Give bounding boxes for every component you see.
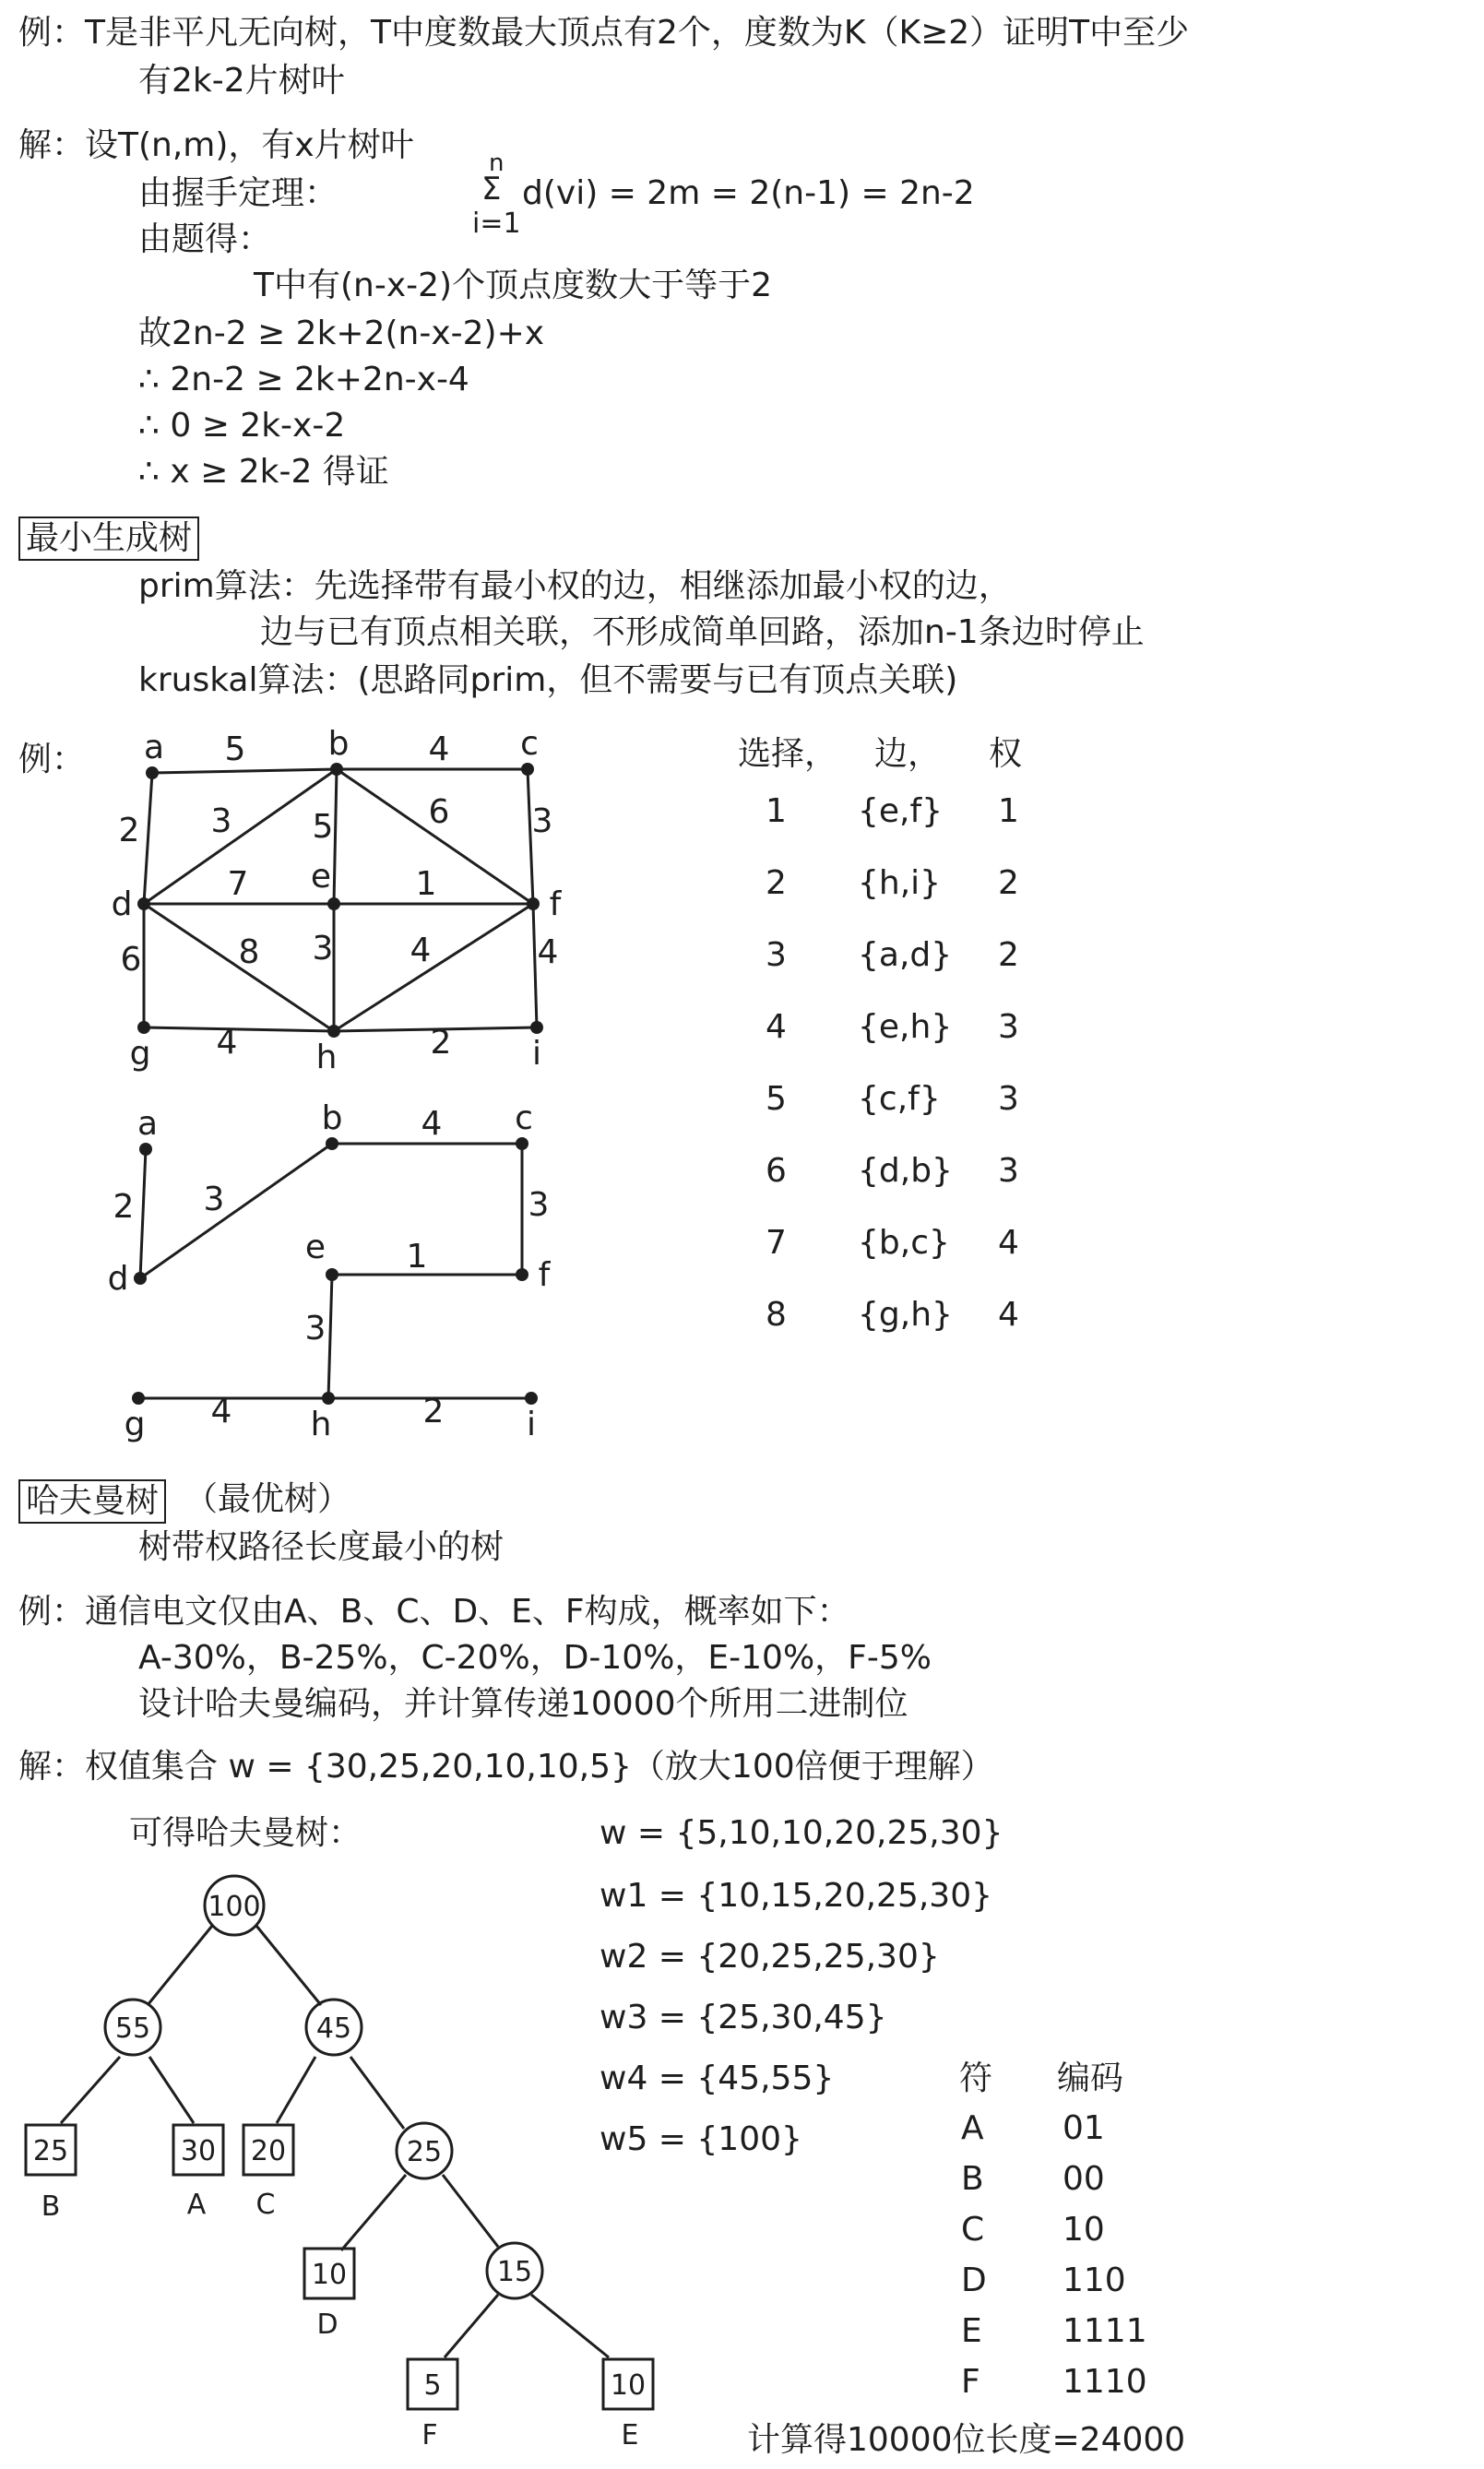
merge-step-0: w = {5,10,10,20,25,30} [600,1814,1003,1852]
prim-line2: 边与已有顶点相关联，不形成简单回路，添加n-1条边时停止 [260,613,1145,651]
given-statement: T中有(n-x-2)个顶点度数大于等于2 [254,267,772,304]
prim-line1: prim算法：先选择带有最小权的边，相继添加最小权的边， [138,567,1012,605]
graph-edge-be [334,769,337,904]
huffman-heading: 哈夫曼树 [18,1479,166,1524]
mst-heading: 最小生成树 [18,516,199,561]
tree-weight-hi: 2 [422,1393,445,1430]
tree-vertex-label-d: d [107,1260,129,1298]
huff-node-15-value: 15 [496,2256,533,2288]
tree-vertex-label-g: g [124,1406,146,1443]
huff-leaf-10b-value: 10 [610,2369,647,2402]
tree-vertex-d [134,1272,147,1285]
proof-step-1: 故2n-2 ≥ 2k+2(n-x-2)+x [138,315,545,352]
tree-vertex-b [326,1137,338,1150]
graph-edge-ab [152,769,337,773]
mst-example-label: 例： [18,741,86,778]
graph-vertex-g [137,1021,150,1034]
tree-vertex-label-b: b [321,1099,343,1137]
selection-weight: 3 [998,1152,1019,1190]
leaf-label-E: E [621,2419,639,2451]
graph-vertex-label-c: c [520,725,539,763]
graph-weight-hf: 4 [410,932,432,969]
selection-weight: 1 [998,792,1019,830]
tree-vertex-label-c: c [515,1099,533,1137]
selection-edge: {e,f} [858,792,944,830]
selection-edge: {e,h} [858,1008,953,1046]
huff-leaf-25-value: 25 [32,2135,69,2167]
graph-vertex-b [330,763,343,776]
graph-weight-ef: 1 [415,865,437,903]
huff-edge [445,2295,498,2357]
selection-order: 7 [766,1224,787,1262]
tree-vertex-label-i: i [526,1406,537,1443]
tree-edge-ad [140,1149,146,1278]
sel-header-choice: 选择， [738,735,838,773]
selection-edge: {h,i} [858,864,942,902]
given-label: 由题得： [138,220,272,258]
graph-weight-fi: 4 [537,933,559,971]
graph-vertex-a [146,766,159,779]
tree-weight-db: 3 [203,1181,225,1218]
graph-weight-db: 3 [210,802,232,840]
graph-weight-de: 7 [227,865,249,903]
huff-leaf-30-value: 30 [180,2135,217,2167]
handshake-equation: d(vi) = 2m = 2(n-1) = 2n-2 [522,174,975,212]
code-value: 00 [1063,2160,1105,2198]
huff-edge [148,1926,212,2005]
huff-leaf-5-value: 5 [423,2369,442,2402]
selection-weight: 3 [998,1008,1019,1046]
graph-weight-dh: 8 [238,933,260,971]
sel-header-weight: 权 [989,735,1023,773]
selection-order: 1 [766,792,787,830]
sum-upper-limit: n [489,149,505,177]
huffman-definition: 树带权路径长度最小的树 [138,1528,505,1566]
handshake-label: 由握手定理： [138,174,338,212]
selection-order: 2 [766,864,787,902]
code-value: 01 [1063,2109,1105,2147]
tree-vertex-label-f: f [538,1256,551,1294]
huff-leaf-20-value: 20 [250,2135,287,2167]
tree-edge-eh [328,1275,332,1398]
tree-weight-ef: 1 [406,1238,428,1276]
code-header-symbol: 符 [959,2059,993,2097]
huff-leaf-10a-value: 10 [311,2259,348,2291]
huff-node-100-value: 100 [208,1891,261,1923]
graph-edge-gh [144,1027,334,1031]
huffman-example-line2: A-30%，B-25%，C-20%，D-10%，E-10%，F-5% [138,1639,932,1677]
kruskal-line: kruskal算法：(思路同prim，但不需要与已有顶点关联) [138,661,958,699]
huff-edge [341,2175,406,2250]
tree-weight-ad: 2 [113,1188,135,1226]
code-header-code: 编码 [1057,2059,1124,2097]
merge-step-2: w2 = {20,25,25,30} [600,1938,940,1976]
selection-order: 8 [766,1296,787,1334]
spanning-tree [108,1099,552,1443]
merge-step-1: w1 = {10,15,20,25,30} [600,1877,993,1915]
tree-weight-eh: 3 [304,1310,326,1347]
graph-vertex-c [521,763,534,776]
tree-vertex-f [516,1268,528,1281]
selection-edge: {b,c} [858,1224,950,1262]
huff-edge [350,2057,404,2129]
graph-vertex-d [137,897,150,910]
huff-edge [531,2295,609,2357]
selection-order: 6 [766,1152,787,1190]
weighted-graph [112,725,563,1076]
code-value: 1110 [1063,2363,1147,2401]
selection-weight: 2 [998,864,1019,902]
code-symbol: D [961,2261,987,2299]
huffman-solution-line1: 解：权值集合 w = {30,25,20,10,10,5}（放大100倍便于理解） [18,1748,994,1786]
graph-weight-eh: 3 [312,930,334,967]
tree-edge-db [140,1144,332,1278]
graph-weight-bf: 6 [428,793,450,831]
selection-weight: 4 [998,1224,1019,1262]
code-symbol: C [961,2211,985,2249]
huffman-tree-label: 可得哈夫曼树： [129,1814,362,1852]
tree-vertex-e [326,1268,338,1281]
graph-weight-dg: 6 [120,941,142,979]
merge-step-4: w4 = {45,55} [600,2059,835,2097]
graph-vertex-label-a: a [143,729,165,766]
graph-vertex-label-g: g [129,1035,151,1073]
tree-weight-gh: 4 [210,1393,232,1430]
tree-weight-bc: 4 [421,1105,443,1143]
proof-step-4: ∴ x ≥ 2k-2 得证 [138,453,389,491]
selection-edge: {c,f} [858,1080,941,1118]
graph-weight-bc: 4 [428,730,450,768]
tree-vertex-g [132,1392,145,1405]
graph-vertex-label-h: h [315,1039,338,1076]
graph-vertex-f [527,897,540,910]
leaf-label-D: D [316,2309,338,2341]
selection-edge: {a,d} [858,936,953,974]
graph-edge-hf [334,904,533,1031]
tree-vertex-h [322,1392,335,1405]
graph-vertex-h [327,1025,340,1038]
example1-solution-line1: 解：设T(n,m)，有x片树叶 [18,126,414,164]
tree-vertex-label-e: e [304,1229,326,1266]
sum-lower-limit: i=1 [472,208,521,240]
graph-vertex-i [530,1021,543,1034]
selection-order: 3 [766,936,787,974]
graph-weight-cf: 3 [531,802,553,840]
graph-weight-gh: 4 [216,1024,238,1062]
sel-header-edge: 边， [874,735,942,773]
example1-question-line1: 例：T是非平凡无向树，T中度数最大顶点有2个，度数为K（K≥2）证明T中至少 [18,14,1190,52]
leaf-label-A: A [186,2189,207,2221]
graph-weight-hi: 2 [430,1024,452,1062]
graph-vertex-label-f: f [549,885,562,923]
graph-weight-ab: 5 [224,730,246,768]
code-value: 110 [1063,2261,1126,2299]
huffman-example-line1: 例：通信电文仅由A、B、C、D、E、F构成，概率如下： [18,1593,850,1631]
selection-edge: {g,h} [858,1296,953,1334]
selection-weight: 3 [998,1080,1019,1118]
huff-edge [149,2057,194,2123]
huff-node-25-value: 25 [406,2136,443,2168]
leaf-label-C: C [255,2189,276,2221]
graph-weight-be: 5 [312,808,334,846]
code-symbol: E [961,2312,982,2350]
graph-vertex-label-d: d [111,885,133,923]
leaf-label-B: B [41,2190,61,2223]
huffman-result: 计算得10000位长度=24000 [747,2421,1186,2459]
graph-weight-ad: 2 [118,812,140,849]
example1-question-line2: 有2k-2片树叶 [138,62,345,100]
merge-step-3: w3 = {25,30,45} [600,1999,887,2036]
code-value: 1111 [1063,2312,1147,2350]
huff-node-45-value: 45 [315,2012,352,2045]
huffman-heading-note: （最优树） [184,1480,351,1518]
selection-order: 5 [766,1080,787,1118]
tree-weight-cf: 3 [528,1186,550,1224]
code-symbol: A [961,2109,984,2147]
tree-vertex-label-a: a [137,1105,159,1143]
huff-edge [256,1926,321,2005]
huffman-tree [26,1876,653,2451]
leaf-label-F: F [421,2419,438,2451]
tree-vertex-i [525,1392,538,1405]
tree-vertex-label-h: h [310,1406,332,1443]
huffman-example-line3: 设计哈夫曼编码，并计算传递10000个所用二进制位 [138,1685,908,1723]
huff-edge [61,2057,120,2123]
merge-step-5: w5 = {100} [600,2120,802,2158]
proof-step-2: ∴ 2n-2 ≥ 2k+2n-x-4 [138,361,469,398]
graph-vertex-label-e: e [310,858,332,896]
graph-edge-fi [533,904,537,1027]
code-symbol: F [961,2363,980,2401]
selection-edge: {d,b} [858,1152,953,1190]
graph-edge-ad [144,773,152,904]
huff-node-55-value: 55 [114,2012,151,2045]
sum-symbol: Σ [481,171,502,208]
code-value: 10 [1063,2211,1105,2249]
proof-step-3: ∴ 0 ≥ 2k-x-2 [138,407,346,445]
tree-vertex-c [516,1137,528,1150]
huff-edge [443,2175,498,2247]
tree-vertex-a [139,1143,152,1156]
selection-weight: 2 [998,936,1019,974]
code-symbol: B [961,2160,984,2198]
selection-weight: 4 [998,1296,1019,1334]
graph-vertex-label-b: b [327,725,350,763]
graph-vertex-label-i: i [531,1035,542,1073]
graph-vertex-e [327,897,340,910]
huff-edge [277,2057,315,2123]
selection-order: 4 [766,1008,787,1046]
